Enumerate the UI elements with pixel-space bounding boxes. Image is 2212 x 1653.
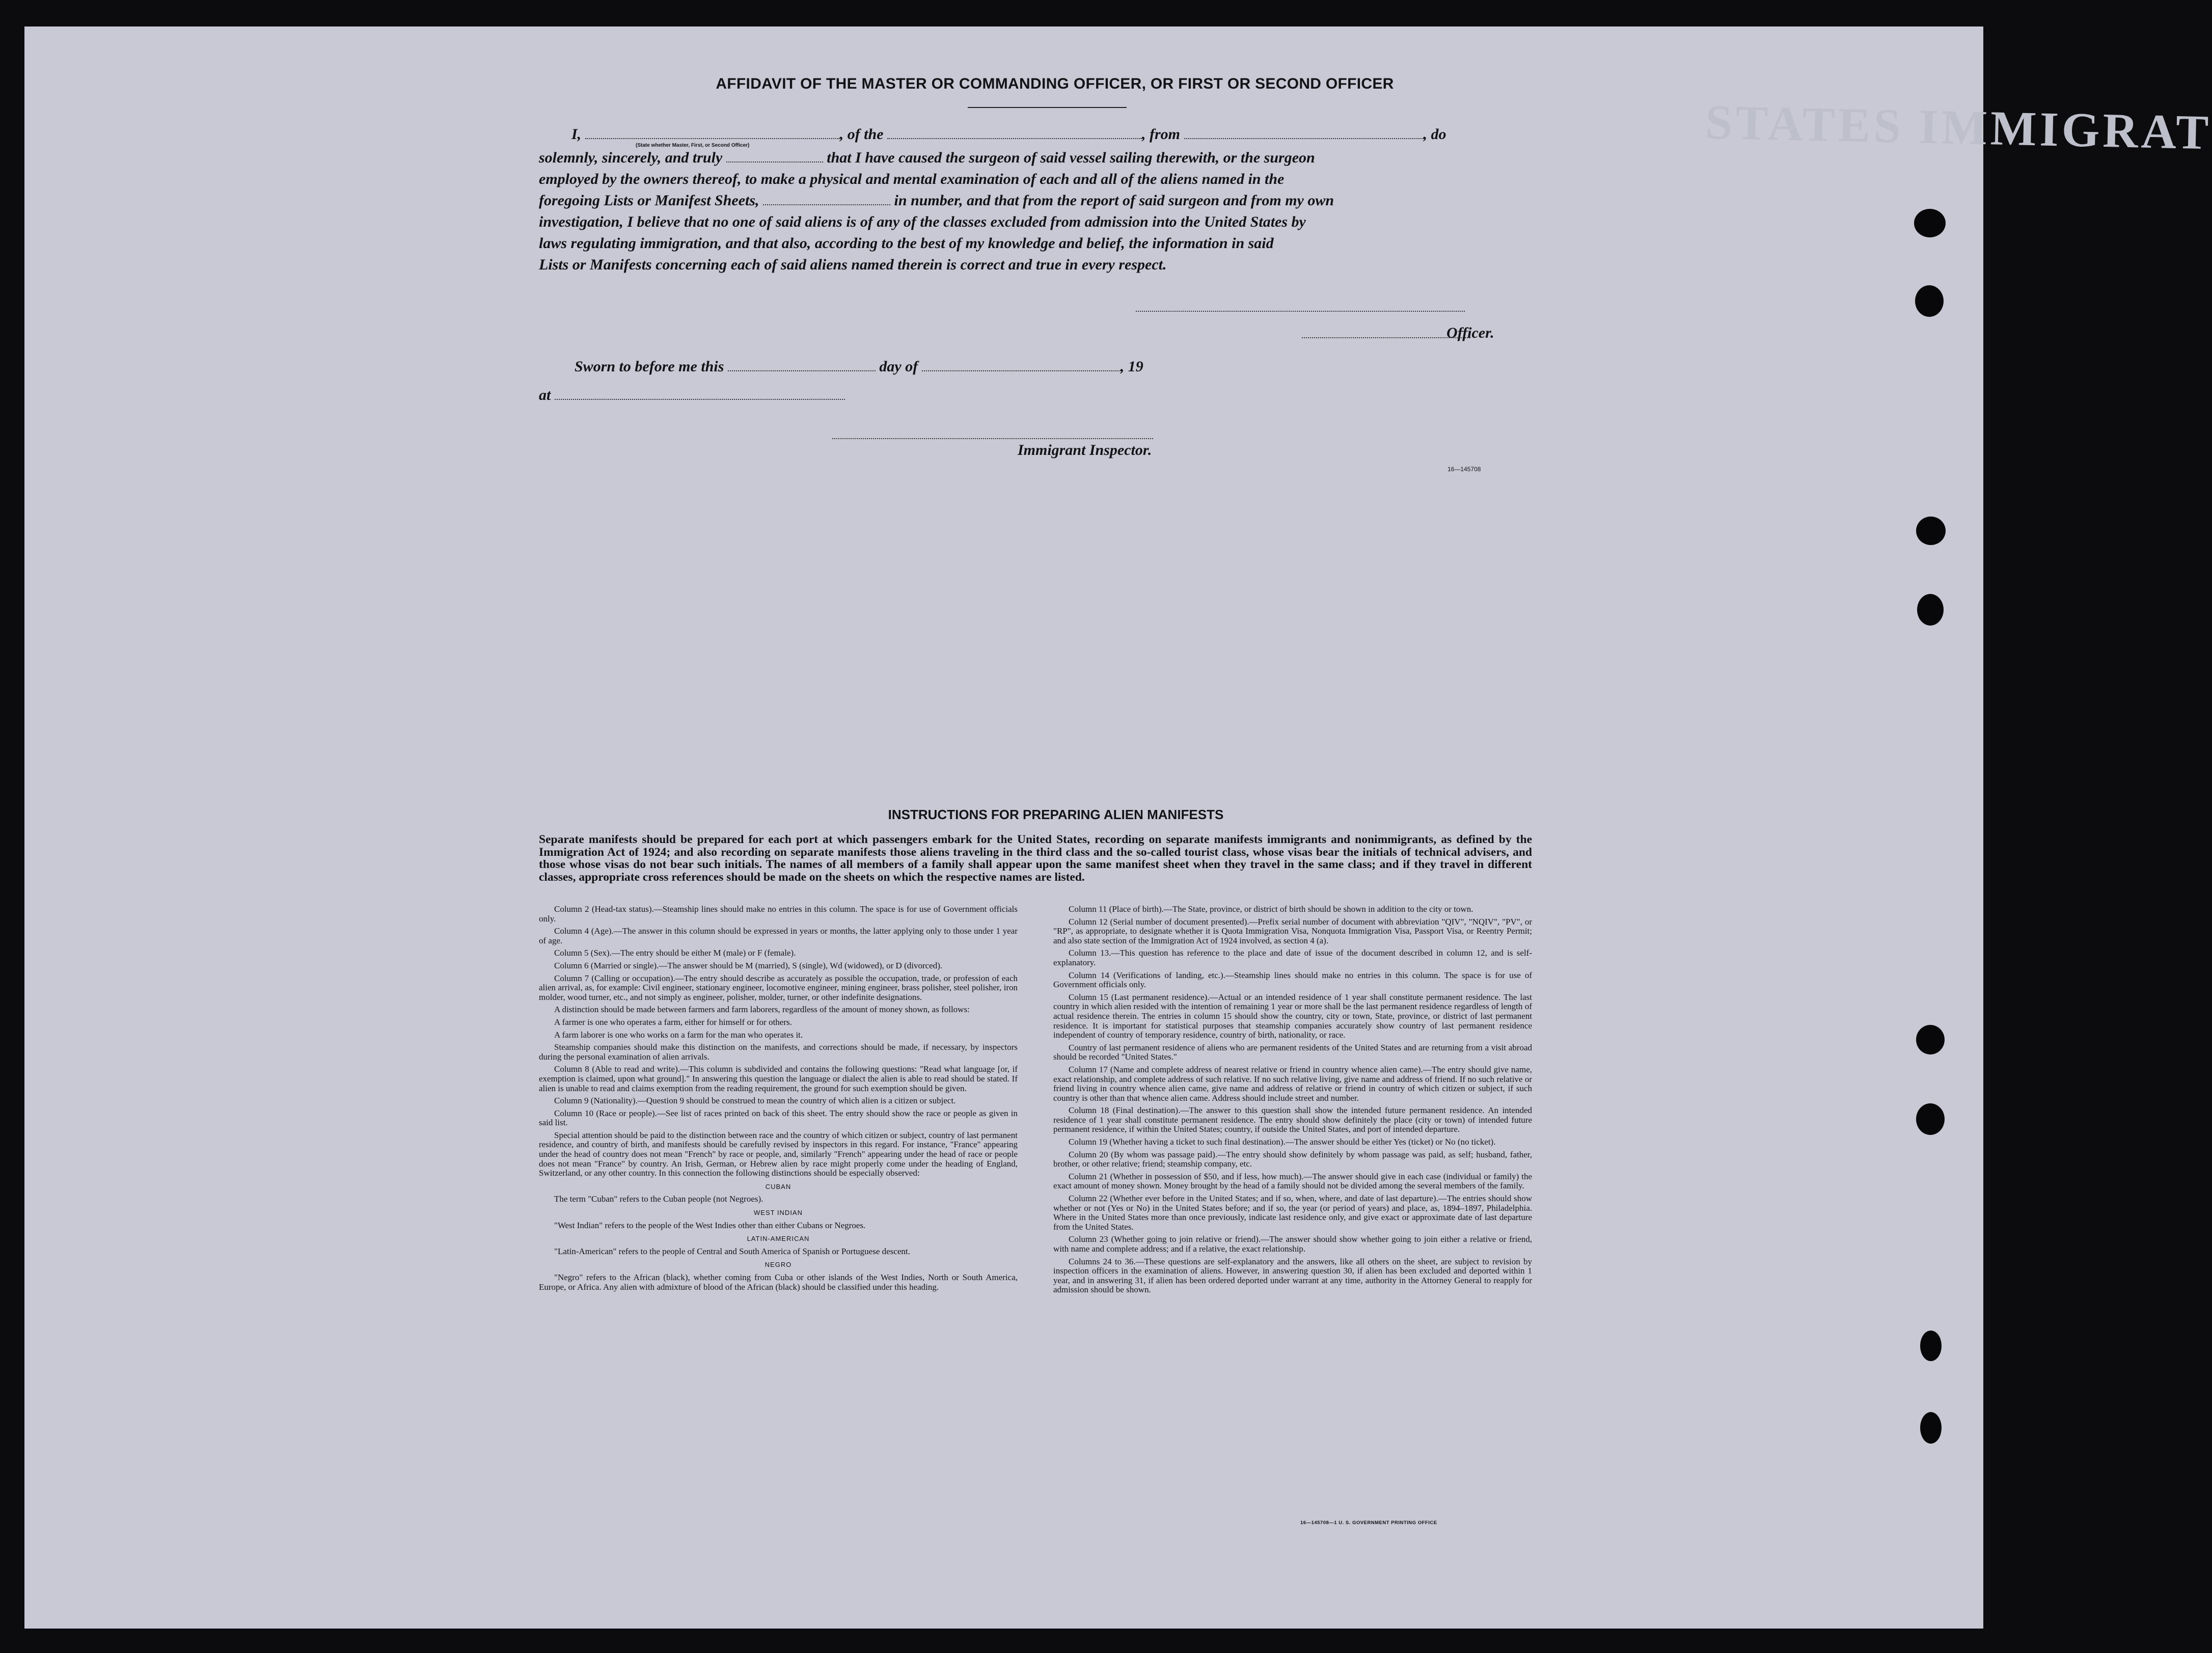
instruction-paragraph: Column 2 (Head-tax status).—Steamship lines should make no entries in this column. The space is for use of Government officials only. xyxy=(539,904,1018,924)
instruction-paragraph: Column 22 (Whether ever before in the United States; and if so, when, where, and date of last departure).—The entries should show whether or not (Yes or No) in the United States before; and if so, the year (or period of years) and place, as, 1894–1897, Philadelphia. Where in the United States more than once previously, indicate last residence only, and give exact or approximate date of last departure from the United States. xyxy=(1053,1194,1532,1232)
instruction-paragraph: Column 5 (Sex).—The entry should be either M (male) or F (female). xyxy=(554,948,796,958)
heading-west-indian: WEST INDIAN xyxy=(754,1209,803,1217)
instructions-intro: Separate manifests should be prepared for each port at which passengers embark for the United States, recording on separate manifests immigrants and nonimmigrants, as defined by the Immigration Act of 1924; and also recording on separate manifests those aliens traveling in the third class and the so-called tourist class, whose visas bear the initials of technical advisers, and those whose visas do not bear such initials. The names of all members of a family shall appear upon the same manifest sheet when they travel in the same class; and if they travel in different classes, appropriate cross references should be made on the sheets on which the respective names are listed. xyxy=(539,833,1532,884)
instruction-paragraph: Column 6 (Married or single).—The answer should be M (married), S (single), Wd (widowed), or D (divorced). xyxy=(554,960,943,970)
affidavit-text: in number, and that from the report of said surgeon and from my own xyxy=(894,192,1334,209)
affidavit-line-7: Lists or Manifests concerning each of said aliens named therein is correct and true in every respect. xyxy=(539,256,1167,273)
affidavit-line-2 xyxy=(539,149,1532,167)
instructions-title: INSTRUCTIONS FOR PREPARING ALIEN MANIFESTS xyxy=(888,807,1224,822)
punch-hole xyxy=(1916,1025,1945,1054)
instruction-paragraph: Column 17 (Name and complete address of nearest relative or friend in country whence alien came).—The entry should give name, exact relationship, and complete address of such relative. If no such relative living, give name and address of friend. If no such relative or friend living in country whence alien came, give name and address of relative or friend in country of which citizen or subject, if such country is other than that whence alien came. Address should include street and number. xyxy=(1053,1064,1532,1103)
instruction-paragraph: Columns 24 to 36.—These questions are self-explanatory and the answers, like all others on the sheet, are subject to revision by inspection officers in the examination of aliens. However, in answering question 30, if alien has been excluded and deported within 1 year, and in answering 31, if alien has been ordered deported under warrant at any time, authority in the Attorney General to reapply for admission should be shown. xyxy=(1053,1256,1532,1295)
instruction-paragraph: A distinction should be made between farmers and farm laborers, regardless of the amount of money shown, as follows: xyxy=(554,1005,970,1015)
instruction-paragraph: Column 18 (Final destination).—The answer to this question shall show the intended future permanent residence. An intended residence of 1 year shall constitute permanent residence. The entry should show definitely the place (city or town) of intended future permanent residence, if within the United States; country, if outside the United States, and port of intended departure. xyxy=(1053,1105,1532,1134)
instruction-paragraph: Column 13.—This question has reference to the place and date of issue of the document described in column 12, and is self-explanatory. xyxy=(1053,948,1532,967)
affidavit-line-6: laws regulating immigration, and that also, according to the best of my knowledge and belief, the information in said xyxy=(539,235,1274,252)
instruction-paragraph: "West Indian" refers to the people of the West Indies other than either Cubans or Negroes. xyxy=(554,1220,866,1230)
punch-hole xyxy=(1920,1331,1942,1361)
inspector-signature-line[interactable] xyxy=(832,438,1153,439)
affidavit-text: , of the xyxy=(839,126,884,143)
instruction-paragraph: "Latin-American" refers to the people of Central and South America of Spanish or Portuguese descent. xyxy=(554,1246,910,1256)
at-line xyxy=(539,386,1532,404)
sworn-month-field[interactable] xyxy=(922,360,1121,371)
affidavit-text: at xyxy=(539,387,551,403)
officer-title-field[interactable] xyxy=(585,128,840,139)
instruction-paragraph: Column 12 (Serial number of document presented).—Prefix serial number of document with abbreviation "QIV", "NQIV", "PV", or "RP", as appropriate, to designate whether it is Quota Immigration Visa, Nonquota Immigration Visa, Passport Visa, or Reentry Permit; and also state section of the Immigration Act of 1924 involved, as section 4 (a). xyxy=(1053,916,1532,945)
instruction-paragraph: Column 21 (Whether in possession of $50, and if less, how much).—The answer should give in each case (individual or family) the exact amount of money shown. Money brought by the head of a family should not be divided among the several members of the family. xyxy=(1053,1171,1532,1191)
affidavit-line-1 xyxy=(571,125,1565,144)
affidavit-line-4 xyxy=(539,192,1532,210)
affidavit-text: , from xyxy=(1142,126,1181,143)
instruction-paragraph: Column 14 (Verifications of landing, etc.).—Steamship lines should make no entries in this column. The space is for use of Government officials only. xyxy=(1053,970,1532,990)
title-rule xyxy=(968,107,1127,108)
affidavit-text: foregoing Lists or Manifest Sheets, xyxy=(539,192,759,209)
affidavit-line-3: employed by the owners thereof, to make a physical and mental examination of each and all of the aliens named in the xyxy=(539,171,1285,187)
printing-office-imprint: 16—145708—1 U. S. GOVERNMENT PRINTING OFFICE xyxy=(1300,1520,1437,1526)
oath-field[interactable] xyxy=(726,151,823,162)
affidavit-title: AFFIDAVIT OF THE MASTER OR COMMANDING OFFICER, OR FIRST OR SECOND OFFICER xyxy=(716,75,1394,92)
bleed-through-stamp: STATES IMMIGRAT xyxy=(1704,94,2212,160)
affidavit-text: , do xyxy=(1423,126,1446,143)
punch-hole xyxy=(1914,209,1946,237)
inspector-label: Immigrant Inspector. xyxy=(1018,442,1152,458)
instruction-paragraph: "Negro" refers to the African (black), whether coming from Cuba or other islands of the West Indies, North or South America, Europe, or Africa. Any alien with admixture of blood of the African (black) should be classified under this heading. xyxy=(539,1272,1018,1292)
instruction-paragraph: Column 11 (Place of birth).—The State, province, or district of birth should be shown in addition to the city or town. xyxy=(1069,904,1473,914)
officer-name-line[interactable] xyxy=(1302,337,1470,338)
sheet-count-field[interactable] xyxy=(763,194,890,205)
form-number: 16—145708 xyxy=(1448,466,1481,473)
instruction-paragraph: Column 4 (Age).—The answer in this column should be expressed in years or months, the latter applying only to those under 1 year of age. xyxy=(539,926,1018,945)
punch-hole xyxy=(1920,1412,1942,1444)
officer-signature-line[interactable] xyxy=(1136,311,1465,312)
departure-port-field[interactable] xyxy=(1184,128,1424,139)
instruction-paragraph: Column 7 (Calling or occupation).—The entry should describe as accurately as possible the occupation, trade, or profession of each alien arrival, as, for example: Civil engineer, stationary engineer, locomotive engineer, mining engineer, brass polisher, steel polisher, iron molder, wood turner, etc., and not simply as engineer, polisher, molder, turner, or other indefinite designations. xyxy=(539,973,1018,1002)
sworn-place-field[interactable] xyxy=(555,389,845,400)
instructions-right-column xyxy=(1053,905,1532,1298)
sworn-day-field[interactable] xyxy=(728,360,876,371)
instruction-paragraph: Special attention should be paid to the distinction between race and the country of which citizen or subject, country of last permanent residence, and country of birth, and manifests should be carefully revised by inspectors in this regard. For instance, "France" appearing under the head of country does not mean "French" by race or people, and, similarly "French" appearing under the head of race or people does not mean "France" by country. An Irish, German, or Hebrew alien by race might properly come under the heading of England, Switzerland, or any other country. In this connection the following distinctions should be especially observed: xyxy=(539,1130,1018,1178)
officer-label: Officer. xyxy=(1446,324,1494,341)
affidavit-text: that I have caused the surgeon of said vessel sailing therewith, or the surgeon xyxy=(827,149,1315,166)
affidavit-text: , 19 xyxy=(1120,358,1143,375)
heading-latin-american: LATIN-AMERICAN xyxy=(747,1235,810,1243)
instruction-paragraph: Steamship companies should make this distinction on the manifests, and corrections should be made, if necessary, by inspectors during the personal examination of alien arrivals. xyxy=(539,1042,1018,1062)
instruction-paragraph: Column 8 (Able to read and write).—This column is subdivided and contains the following questions: "Read what language [or, if exemption is claimed, upon what ground]." In answering this question the language or dialect the alien is able to read should be stated. If alien is unable to read and claims exemption from the reading requirement, the ground for such exemption should be given. xyxy=(539,1064,1018,1093)
instruction-paragraph: Column 15 (Last permanent residence).—Actual or an intended residence of 1 year shall constitute permanent residence. The last country in which alien resided with the intention of remaining 1 year or more shall be the last permanent residence regardless of length of actual residence therein. The entries in column 15 should show the country, city or town, State, province, or district of last permanent residence. It is important for statistical purposes that steamship companies accurately show country of last permanent residence independent of country of temporary residence, country of birth, nationality, or race. xyxy=(1053,992,1532,1040)
vessel-name-field[interactable] xyxy=(887,128,1142,139)
officer-rank-note: (State whether Master, First, or Second Officer) xyxy=(636,143,750,148)
affidavit-text: Sworn to before me this xyxy=(575,358,724,375)
punch-hole xyxy=(1916,1103,1945,1135)
punch-hole xyxy=(1915,285,1944,317)
affidavit-text: I, xyxy=(571,126,582,143)
instruction-paragraph: Column 20 (By whom was passage paid).—The entry should show definitely by whom passage was paid, as self; husband, father, brother, or other relative; friend; steamship company, etc. xyxy=(1053,1149,1532,1169)
instruction-paragraph: Column 19 (Whether having a ticket to such final destination).—The answer should be either Yes (ticket) or No (no ticket). xyxy=(1069,1137,1496,1147)
instructions-left-column xyxy=(539,905,1018,1295)
heading-negro: NEGRO xyxy=(764,1261,792,1269)
affidavit-line-5: investigation, I believe that no one of said aliens is of any of the classes excluded from admission into the United States by xyxy=(539,213,1306,230)
manifest-back-sheet xyxy=(24,26,2212,1629)
instruction-paragraph: A farmer is one who operates a farm, either for himself or for others. xyxy=(554,1017,792,1027)
instruction-paragraph: Column 9 (Nationality).—Question 9 should be construed to mean the country of which alien is a citizen or subject. xyxy=(554,1096,956,1106)
instruction-paragraph: Column 10 (Race or people).—See list of races printed on back of this sheet. The entry should show the race or people as given in said list. xyxy=(539,1108,1018,1128)
punch-hole xyxy=(1917,594,1944,626)
instruction-paragraph: Column 23 (Whether going to join relative or friend).—The answer should show whether going to join either a relative or friend, with name and complete address; and if a relative, the exact relationship. xyxy=(1053,1234,1532,1254)
sworn-line xyxy=(575,358,1568,376)
punch-hole xyxy=(1916,517,1946,545)
heading-cuban: CUBAN xyxy=(765,1182,791,1190)
instruction-paragraph: A farm laborer is one who works on a farm for the man who operates it. xyxy=(554,1029,803,1040)
affidavit-text: solemnly, sincerely, and truly xyxy=(539,149,723,166)
affidavit-text: day of xyxy=(879,358,918,375)
instruction-paragraph: The term "Cuban" refers to the Cuban people (not Negroes). xyxy=(554,1194,763,1204)
instruction-paragraph: Country of last permanent residence of aliens who are permanent residents of the United States and are returning from a visit abroad should be recorded "United States." xyxy=(1053,1042,1532,1062)
